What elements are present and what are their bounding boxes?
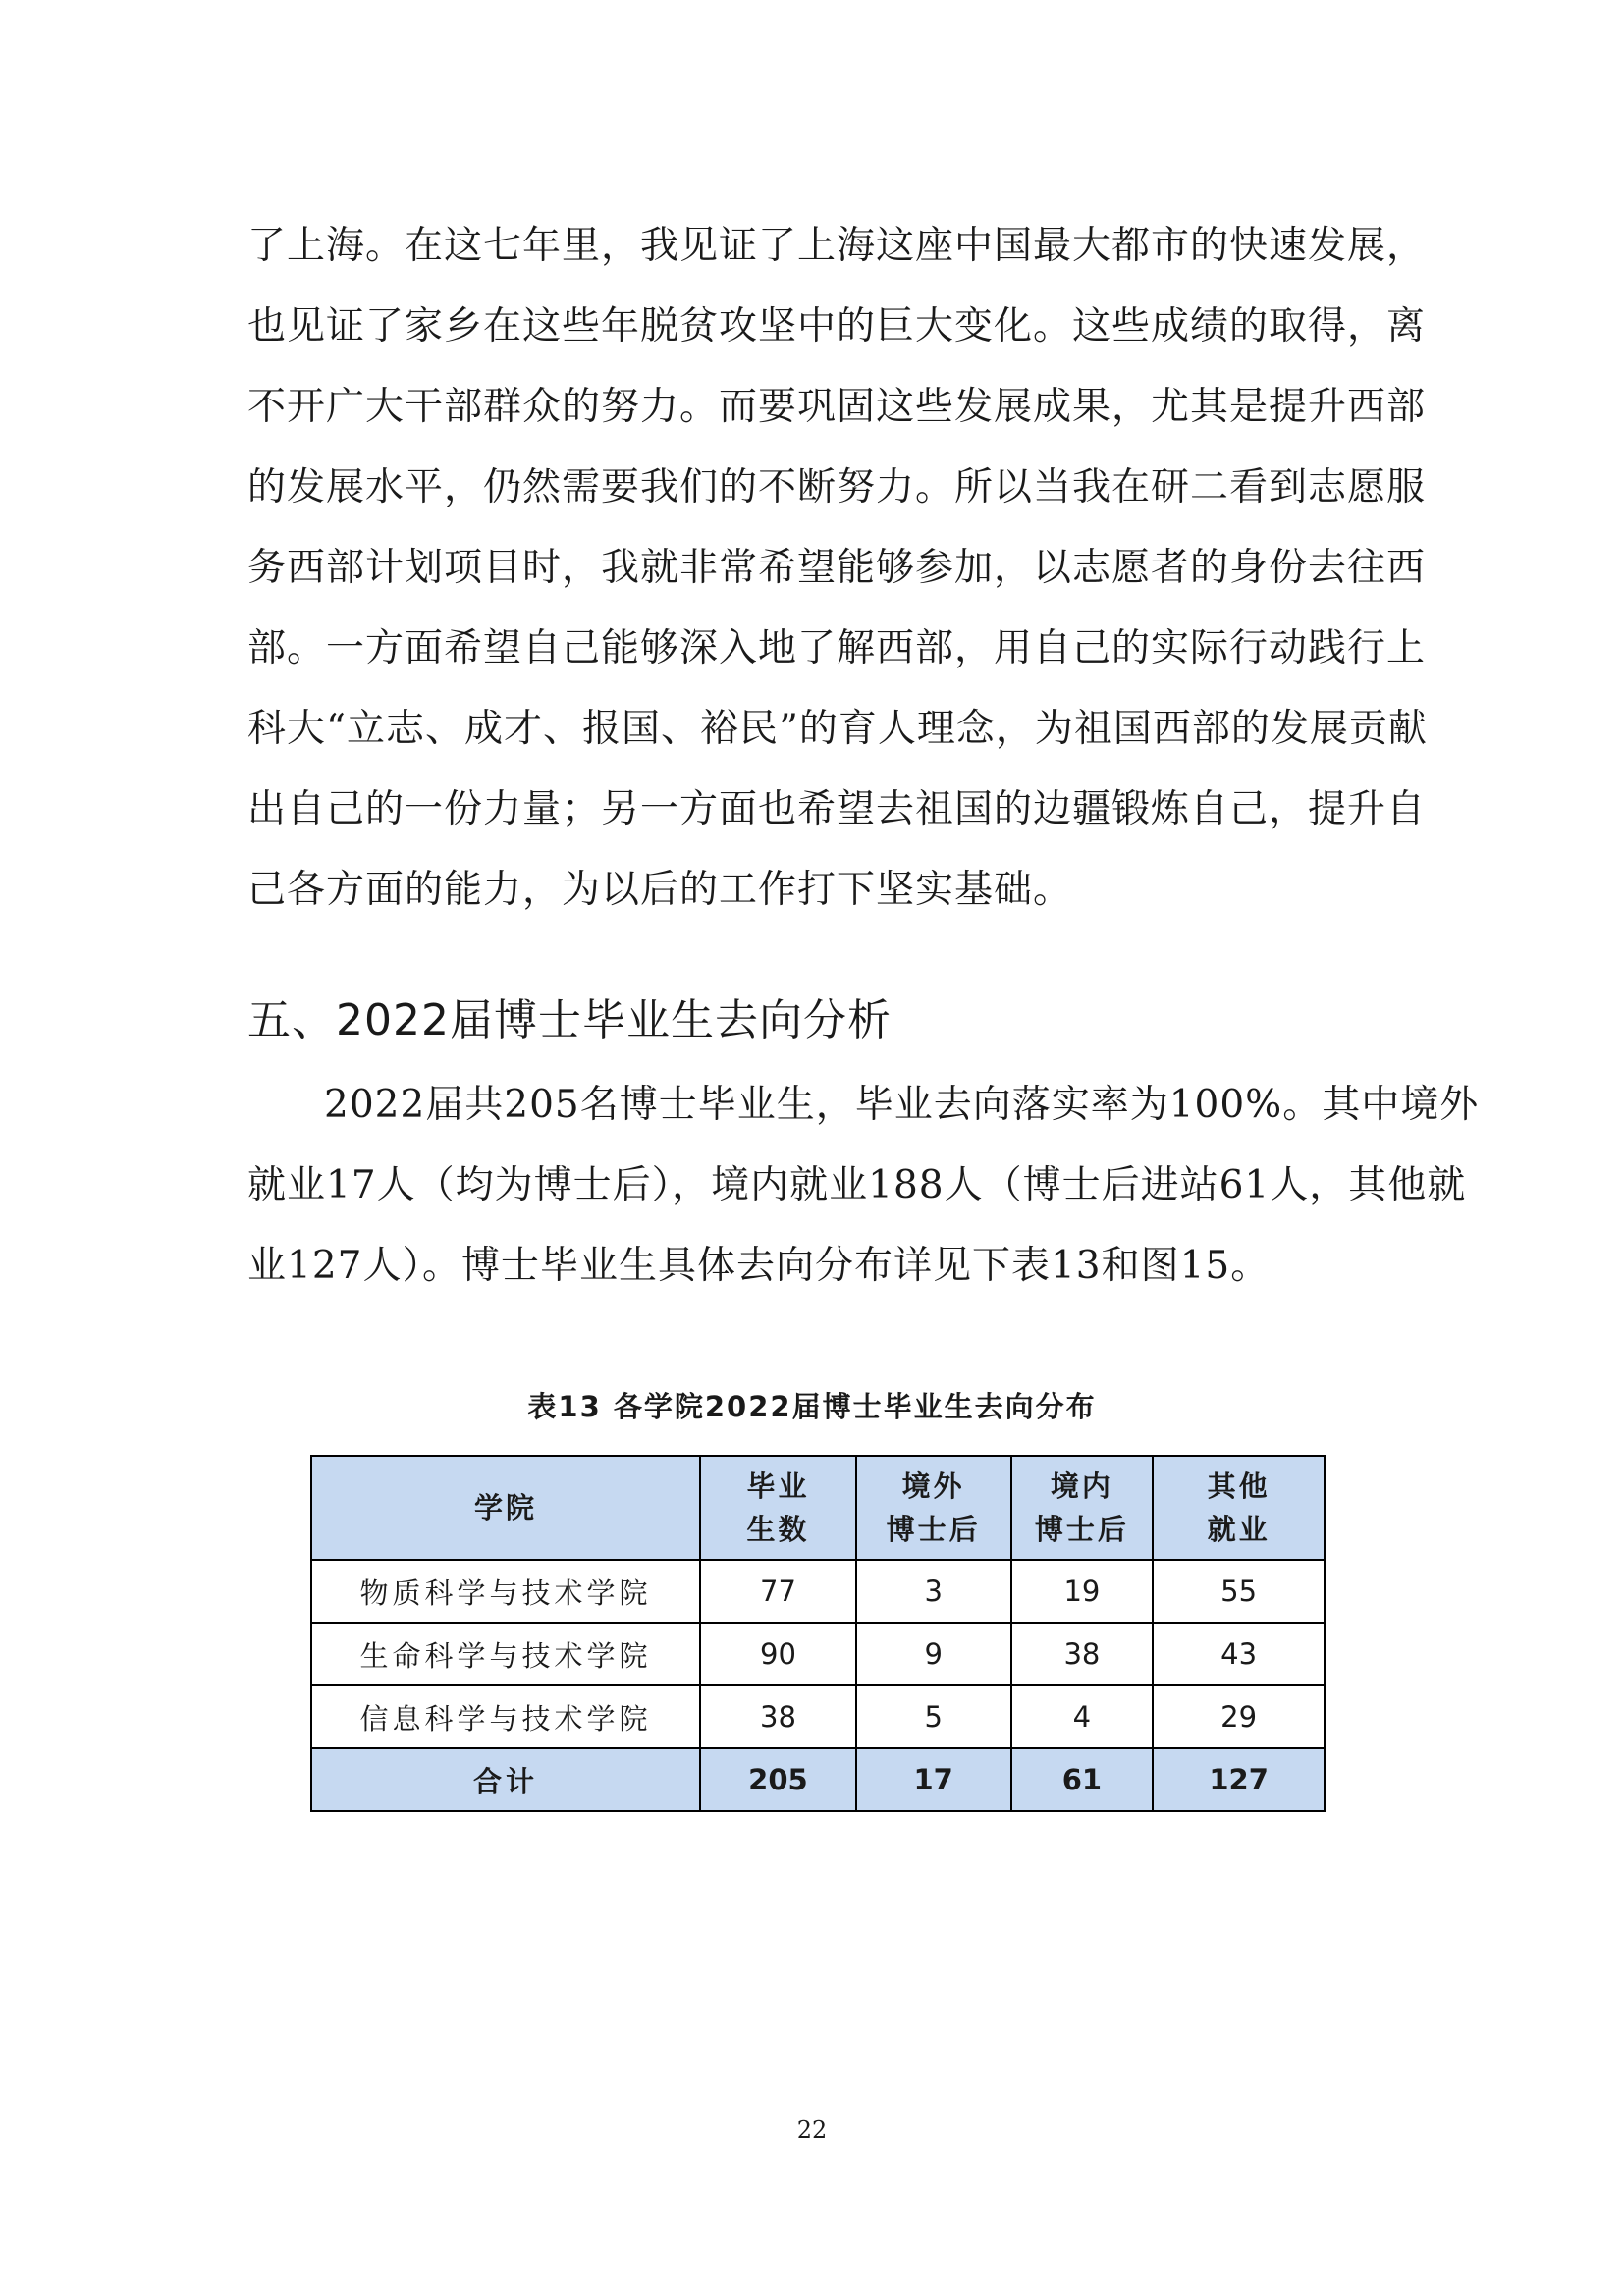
paragraph-line: 2022届共205名博士毕业生，毕业去向落实率为100%。其中境外: [324, 1083, 1480, 1127]
paragraph-line: 了上海。在这七年里，我见证了上海这座中国最大都市的快速发展，: [247, 224, 1427, 268]
intro-paragraph: [247, 206, 1428, 931]
paragraph-line: 己各方面的能力，为以后的工作打下坚实基础。: [247, 868, 1073, 912]
cell-abroad-postdoc: 5: [856, 1685, 1011, 1748]
header-line: 博士后: [1034, 1513, 1129, 1546]
paragraph-line: 务西部计划项目时，我就非常希望能够参加，以志愿者的身份去往西: [247, 546, 1427, 590]
header-line: 境内: [1050, 1469, 1113, 1503]
cell-graduates: 90: [700, 1623, 856, 1685]
table-caption: 表13 各学院2022届博士毕业生去向分布: [527, 1390, 1097, 1423]
cell-college: 信息科学与技术学院: [311, 1685, 700, 1748]
total-domestic-postdoc: 61: [1011, 1748, 1154, 1811]
header-line: 境外: [901, 1469, 965, 1503]
cell-abroad-postdoc: 3: [856, 1560, 1011, 1623]
paragraph-line: 业127人）。博士毕业生具体去向分布详见下表13和图15。: [247, 1244, 1271, 1288]
cell-college: 生命科学与技术学院: [311, 1623, 700, 1685]
table-header-row: [311, 1456, 1325, 1560]
header-line: 博士后: [886, 1513, 981, 1546]
summary-paragraph: [247, 1065, 1480, 1307]
header-abroad-postdoc: [856, 1456, 1011, 1560]
cell-other-employment: 43: [1153, 1623, 1325, 1685]
paragraph-line: 也见证了家乡在这些年脱贫攻坚中的巨大变化。这些成绩的取得，离: [247, 304, 1427, 348]
header-domestic-postdoc: [1011, 1456, 1154, 1560]
table-total-row: [311, 1748, 1325, 1811]
table-row: [311, 1685, 1325, 1748]
cell-graduates: 77: [700, 1560, 856, 1623]
page-number: 22: [796, 2116, 828, 2144]
header-college: 学院: [311, 1456, 700, 1560]
cell-graduates: 38: [700, 1685, 856, 1748]
header-graduates: [700, 1456, 856, 1560]
cell-domestic-postdoc: 19: [1011, 1560, 1154, 1623]
paragraph-line: 部。一方面希望自己能够深入地了解西部，用自己的实际行动践行上: [247, 626, 1427, 670]
paragraph-line: 科大“立志、成才、报国、裕民”的育人理念，为祖国西部的发展贡献: [247, 707, 1428, 751]
header-line: 毕业: [746, 1469, 810, 1503]
header-line: 其他: [1207, 1469, 1271, 1503]
header-other-employment: [1153, 1456, 1325, 1560]
total-abroad-postdoc: 17: [856, 1748, 1011, 1811]
cell-abroad-postdoc: 9: [856, 1623, 1011, 1685]
cell-domestic-postdoc: 4: [1011, 1685, 1154, 1748]
paragraph-line: 出自己的一份力量；另一方面也希望去祖国的边疆锻炼自己，提升自: [247, 787, 1427, 831]
paragraph-line: 不开广大干部群众的努力。而要巩固这些发展成果，尤其是提升西部: [247, 385, 1427, 429]
section-heading: 五、2022届博士毕业生去向分析: [247, 995, 892, 1045]
total-graduates: 205: [700, 1748, 856, 1811]
destination-table: [310, 1455, 1326, 1812]
header-line: 生数: [746, 1513, 810, 1546]
cell-other-employment: 29: [1153, 1685, 1325, 1748]
total-other-employment: 127: [1153, 1748, 1325, 1811]
table-row: [311, 1623, 1325, 1685]
paragraph-line: 的发展水平，仍然需要我们的不断努力。所以当我在研二看到志愿服: [247, 465, 1427, 509]
header-line: 就业: [1207, 1513, 1271, 1546]
paragraph-line: 就业17人（均为博士后），境内就业188人（博士后进站61人，其他就: [247, 1163, 1467, 1207]
cell-college: 物质科学与技术学院: [311, 1560, 700, 1623]
cell-domestic-postdoc: 38: [1011, 1623, 1154, 1685]
total-label: 合计: [311, 1748, 700, 1811]
table-row: [311, 1560, 1325, 1623]
cell-other-employment: 55: [1153, 1560, 1325, 1623]
